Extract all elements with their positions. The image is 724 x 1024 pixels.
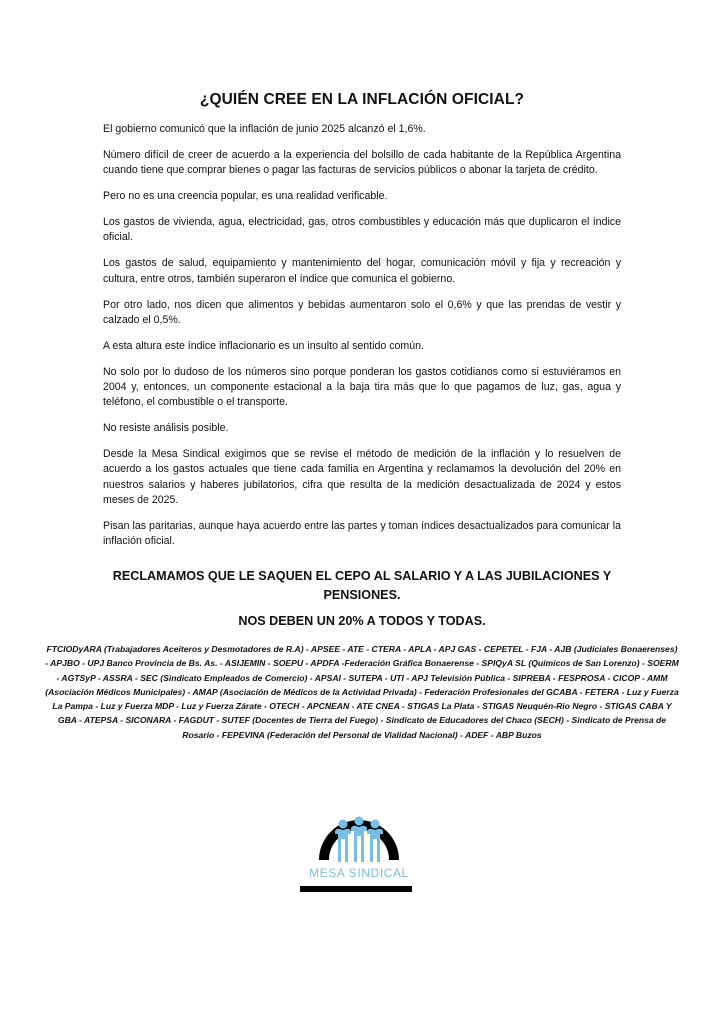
logo-caption: MESA SINDICAL <box>309 866 409 880</box>
document-body <box>103 122 621 560</box>
paragraph: Pisan las paritarias, aunque haya acuerdo entre las partes y toman índices desactualizados para comunicar la inflación oficial. <box>103 519 621 548</box>
signatories-list: FTCIODyARA (Trabajadores Aceiteros y Desmotadores de R.A) - APSEE - ATE - CTERA - APLA - APJ GAS - CEPETEL - FJA - AJB (Judiciales Bonaerenses) - APJBO - UPJ Banco Provincia de Bs. As. - ASIJEMIN - SOEPU - APDFA -Federación Gráfica Bonaerense - SPIQyA SL (Químicos de San Lorenzo) - SOERM - AGTSyP - ASSRA - SEC (Sindicato Empleados de Comercio) - APSAI - SUTEPA - UTI - APJ Televisión Pública - SIPREBA - FESPROSA - CICOP - AMM (Asociación Médicos Municipales) - AMAP (Asociación de Médicos de la Actividad Privada) - Federación Profesionales del GCABA - FETERA - Luz y Fuerza La Pampa - Luz y Fuerza MDP - Luz y Fuerza Zárate - OTECH - APCNEAN - ATE CNEA - STIGAS La Plata - STIGAS Neuquén-Rio Negro - STIGAS CABA Y GBA - ATEPSA - SICONARA - FAGDUT - SUTEF (Docentes de Tierra del Fuego) - Sindicato de Educadores del Chaco (SECH) - Sindicato de Prensa de Rosario - FEPEVINA (Federación del Personal de Vialidad Nacional) - ADEF - ABP Buzos <box>45 644 679 740</box>
paragraph: Número difícil de creer de acuerdo a la experiencia del bolsillo de cada habitante de la República Argentina cuando tiene que comprar bienes o pagar las facturas de servicios públicos o abonar la tarjeta de crédito. <box>103 149 621 177</box>
paragraph: Desde la Mesa Sindical exigimos que se revise el método de medición de la inflación y lo resuelven de acuerdo a los gastos actuales que tiene cada familia en Argentina y reclamamos la devolución del 20% en nuestros salarios y haberes jubilatorios, cifra que resulta de la medición desactualizada de 2024 y estos meses de 2025. <box>103 448 621 506</box>
paragraph: Los gastos de salud, equipamiento y mantenimiento del hogar, comunicación móvil y fija y recreación y cultura, entre otros, también superaron el índice que comunica el gobierno. <box>103 257 621 285</box>
paragraph: A esta altura este índice inflacionario es un insulto al sentido común. <box>103 339 424 352</box>
logo-underline <box>300 886 412 892</box>
mesa-sindical-logo <box>302 794 416 900</box>
document-title: ¿QUIÉN CREE EN LA INFLACIÓN OFICIAL? <box>199 91 525 108</box>
paragraph: No resiste análisis posible. <box>103 422 229 435</box>
paragraph: No solo por lo dudoso de los números sino porque ponderan los gastos cotidianos como si estuviéramos en 2004 y, entonces, un componente estacional a la baja tira más que lo que pagamos de luz, gas, agua y teléfono, el combustible o el transporte. <box>103 365 621 409</box>
paragraph: El gobierno comunicó que la inflación de junio 2025 alcanzó el 1,6%. <box>103 123 426 135</box>
demand-heading: RECLAMAMOS QUE LE SAQUEN EL CEPO AL SALARIO Y A LAS JUBILACIONES Y PENSIONES. <box>112 569 612 602</box>
paragraph: Pero no es una creencia popular, es una realidad verificable. <box>103 190 388 203</box>
paragraph: Los gastos de vivienda, agua, electricidad, gas, otros combustibles y educación más que duplicaron el índice oficial. <box>103 216 621 244</box>
demand-subheading: NOS DEBEN UN 20% A TODOS Y TODAS. <box>238 614 486 628</box>
paragraph: Por otro lado, nos dicen que alimentos y bebidas aumentaron solo el 0,6% y que las prendas de vestir y calzado el 0,5%. <box>103 298 621 326</box>
logo-figures <box>335 817 383 863</box>
